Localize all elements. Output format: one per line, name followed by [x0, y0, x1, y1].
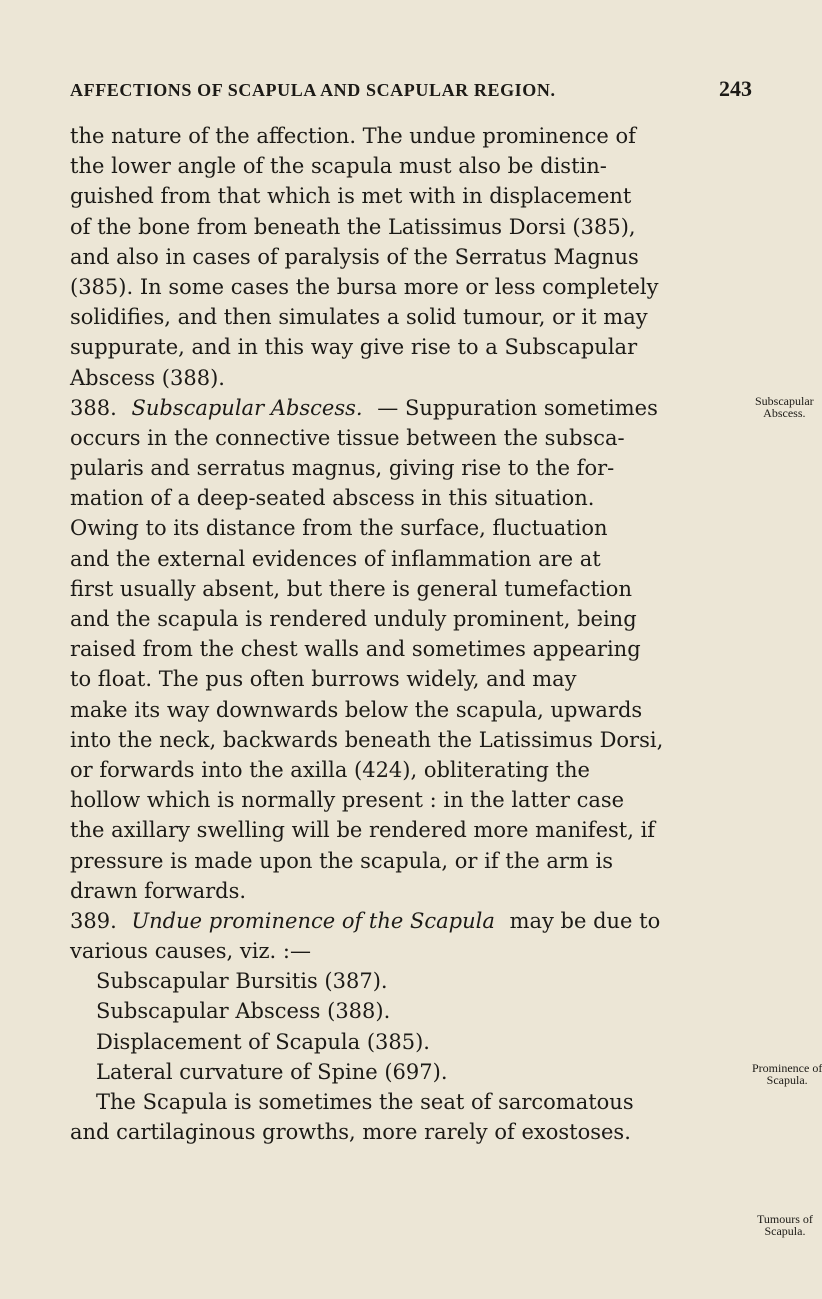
text-line: the nature of the affection. The undue prominence of	[70, 124, 636, 148]
text-line: drawn forwards.	[70, 878, 247, 903]
text-line: Abscess (388).	[70, 365, 225, 390]
margin-note-line: Prominence of	[752, 1061, 822, 1075]
text-line: Owing to its distance from the surface, fluctuation	[70, 516, 608, 541]
text-line: first usually absent, but there is general tumefaction	[70, 576, 632, 601]
margin-note-line: Scapula.	[764, 1224, 806, 1238]
text-line: and the scapula is rendered unduly prominent, being	[70, 607, 637, 631]
text-line: occurs in the connective tissue between the subsca-	[70, 425, 625, 450]
section-389-heading	[70, 906, 752, 936]
list-item: Lateral curvature of Spine (697).	[96, 1059, 448, 1084]
running-head: AFFECTIONS OF SCAPULA AND SCAPULAR REGION.	[70, 80, 556, 100]
margin-note-line: Subscapular	[755, 394, 814, 408]
list-item: Subscapular Bursitis (387).	[96, 969, 388, 994]
text-line: the lower angle of the scapula must also be distin-	[70, 154, 607, 179]
list-item: Displacement of Scapula (385).	[96, 1029, 430, 1054]
text-line: pularis and serratus magnus, giving rise to the for-	[70, 456, 615, 481]
margin-note	[755, 395, 814, 419]
section-lead: — Suppuration sometimes	[377, 395, 658, 420]
text-line: The Scapula is sometimes the seat of sarcomatous	[96, 1090, 634, 1114]
text-line: various causes, viz. :—	[70, 939, 311, 964]
text-line: and also in cases of paralysis of the Serratus Magnus	[70, 244, 639, 269]
text-line: or forwards into the axilla (424), obliterating the	[70, 757, 590, 782]
page-header	[70, 76, 752, 102]
text-line: solidifies, and then simulates a solid tumour, or it may	[70, 305, 648, 330]
body-text	[70, 121, 752, 1147]
section-title: Undue prominence of the Scapula	[131, 908, 495, 933]
text-line: of the bone from beneath the Latissimus Dorsi (385),	[70, 214, 636, 239]
margin-note-line: Tumours of	[757, 1212, 813, 1226]
text-line: pressure is made upon the scapula, or if the arm is	[70, 848, 613, 873]
margin-note-line: Scapula.	[766, 1073, 808, 1087]
text-line: hollow which is normally present : in the latter case	[70, 788, 625, 813]
text-line: into the neck, backwards beneath the Latissimus Dorsi,	[70, 727, 664, 752]
margin-note	[757, 1213, 813, 1237]
section-title: Subscapular Abscess.	[131, 395, 363, 420]
text-line: suppurate, and in this way give rise to a Subscapular	[70, 335, 638, 360]
margin-note	[752, 1062, 822, 1086]
text-line: (385). In some cases the bursa more or less completely	[70, 274, 659, 299]
text-line: to float. The pus often burrows widely, and may	[70, 667, 577, 692]
section-388-heading	[70, 393, 752, 423]
text-line: make its way downwards below the scapula, upwards	[70, 697, 643, 722]
text-line: the axillary swelling will be rendered more manifest, if	[70, 818, 656, 843]
text-line: raised from the chest walls and sometimes appearing	[70, 637, 641, 662]
text-line: mation of a deep-seated abscess in this situation.	[70, 486, 595, 511]
text-line: guished from that which is met with in displacement	[70, 184, 632, 209]
section-number: 388.	[70, 395, 117, 420]
margin-note-line: Abscess.	[763, 406, 806, 420]
text-line: and the external evidences of inflammation are at	[70, 546, 601, 571]
text-line: and cartilaginous growths, more rarely of exostoses.	[70, 1120, 631, 1145]
section-number: 389.	[70, 908, 117, 933]
page-number: 243	[719, 76, 752, 101]
section-lead: may be due to	[509, 908, 661, 933]
list-item: Subscapular Abscess (388).	[96, 999, 391, 1024]
